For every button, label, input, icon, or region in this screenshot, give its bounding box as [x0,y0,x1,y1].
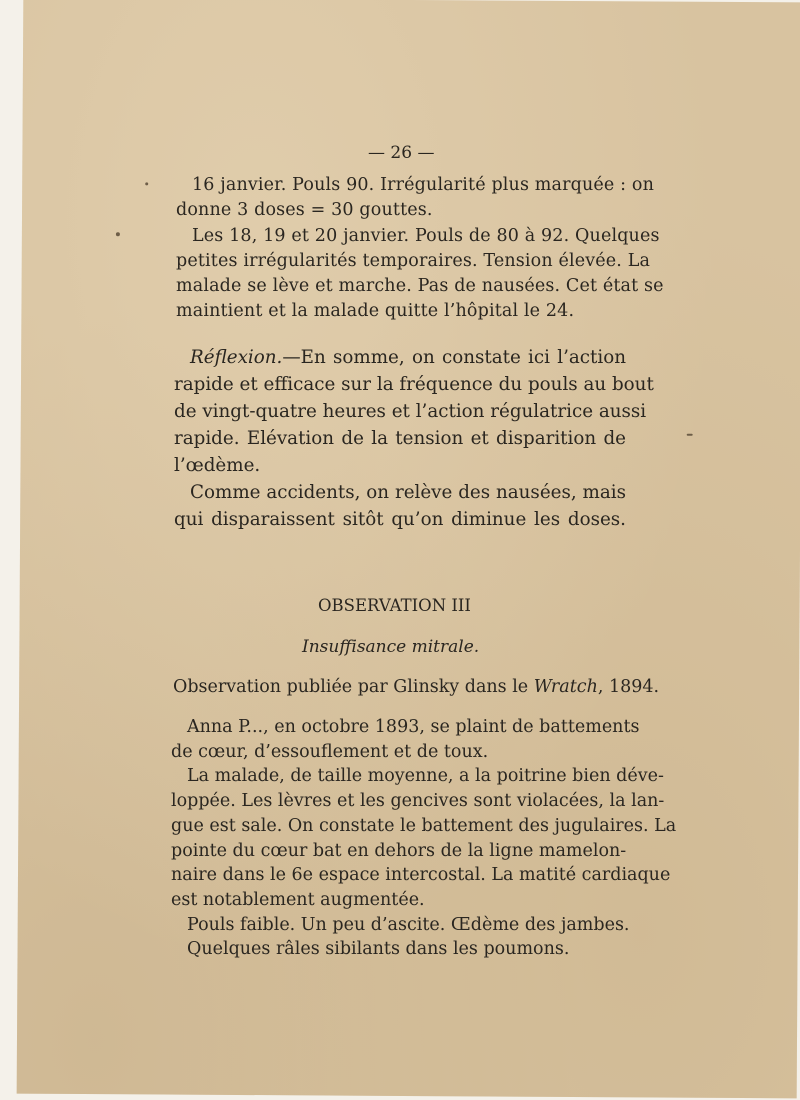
text-line [174,344,626,371]
daily-entry [176,173,664,325]
text-line: Pouls faible. Un peu d’ascite. Œdème des jambes. [187,914,630,935]
text-line: Comme accidents, on relève des nausées, mais [190,482,626,503]
source-suffix: , 1894. [597,677,660,697]
text-line: Quelques râles sibilants dans les poumons. [187,939,570,960]
observation-title: OBSERVATION III [318,596,471,615]
observation-body [171,715,677,962]
reflexion-opening: —En somme, on constate ici l’action [282,347,626,368]
text-line: pointe du cœur bat en dehors de la ligne mamelon- [171,840,627,861]
text-line: La malade, de taille moyenne, a la poitrine bien déve- [187,766,664,787]
text-line: loppée. Les lèvres et les gencives sont violacées, la lan- [171,791,665,812]
text-line: naire dans le 6e espace intercostal. La matité cardiaque [171,865,671,886]
observation-source [173,675,659,700]
page-number: — 26 — [368,143,435,163]
observation-subtitle: Insuffisance mitrale. [302,637,480,657]
ink-speck [145,182,148,185]
text-line: qui disparaissent sitôt qu’on diminue les doses. [174,509,626,530]
source-prefix: Observation publiée par Glinsky dans le [173,677,534,697]
text-line: malade se lève et marche. Pas de nausées. Cet état se [176,276,664,297]
text-line: Anna P..., en octobre 1893, se plaint de battements [187,717,640,737]
text-line: donne 3 doses = 30 gouttes. [176,200,433,221]
text-line: de vingt-quatre heures et l’action régulatrice aussi [174,401,647,422]
text-line: 16 janvier. Pouls 90. Irrégularité plus marquée : on [192,175,655,195]
text-line: rapide. Elévation de la tension et disparition de [174,428,626,449]
text-line: Les 18, 19 et 20 janvier. Pouls de 80 à 92. Quelques [192,225,660,246]
text-line: gue est sale. On constate le battement des jugulaires. La [171,815,677,836]
text-line: maintient et la malade quitte l’hôpital le 24. [176,301,575,322]
text-line: rapide et efficace sur la fréquence du pouls au bout [174,374,654,395]
ink-speck [687,434,693,436]
reflexion-paragraph [174,344,654,533]
ink-speck [116,232,120,236]
text-line: l’œdème. [174,455,261,476]
text-line: petites irrégularités temporaires. Tension élevée. La [176,250,651,271]
text-line: de cœur, d’essouflement et de toux. [171,741,489,762]
text-line: est notablement augmentée. [171,889,425,910]
reflexion-heading: Réflexion. [190,347,283,368]
source-journal: Wratch [533,677,598,697]
